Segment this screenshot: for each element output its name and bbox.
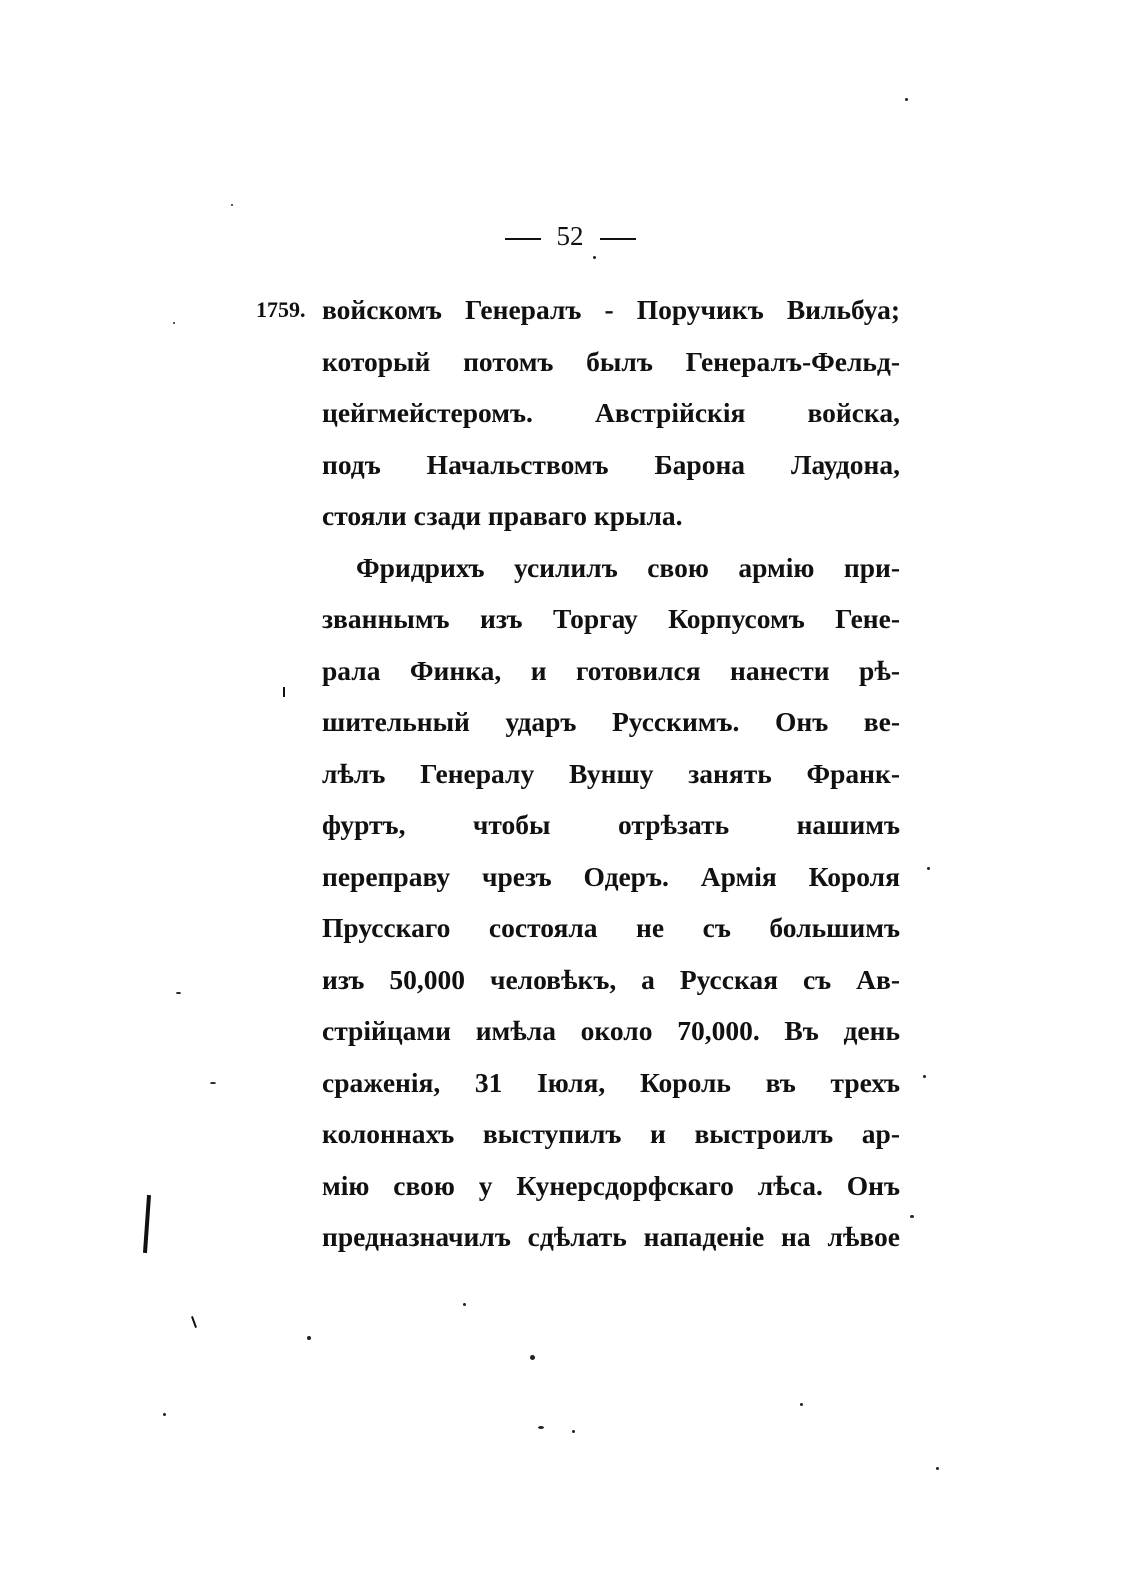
scan-speck (572, 1430, 575, 1433)
text-line: сраженія, 31 Іюля, Король въ трехъ (322, 1066, 900, 1098)
text-line: стояли сзади праваго крыла. (322, 500, 683, 531)
scan-speck (538, 1426, 544, 1429)
text-line: подъ Начальствомъ Барона Лаудона, (322, 448, 900, 480)
text-line: стрійцами имѣла около 70,000. Въ день (322, 1015, 900, 1046)
page-number: 52 (556, 221, 584, 251)
text-line: фуртъ, чтобы отрѣзать нашимъ (322, 809, 900, 840)
scan-speck (593, 256, 596, 259)
scan-speck (463, 1303, 466, 1306)
scan-mark (283, 687, 285, 697)
text-line: Прусскаго состояла не съ большимъ (322, 912, 900, 943)
header-dash-left (505, 238, 541, 240)
scan-speck (210, 1082, 216, 1084)
text-line: мію свою у Кунерсдорфскаго лѣса. Онъ (322, 1169, 900, 1201)
text-line: Фридрихъ усилилъ свою армію при- (356, 551, 900, 583)
scan-speck (307, 1336, 311, 1340)
scan-speck (173, 322, 175, 324)
body-text (322, 288, 900, 1267)
scan-speck (163, 1413, 166, 1416)
page-header (0, 216, 1140, 256)
scan-mark (143, 1195, 151, 1253)
text-line: лѣлъ Генералу Вуншу занять Франк- (322, 757, 900, 789)
text-line: званнымъ изъ Торгау Корпусомъ Гене- (322, 603, 900, 634)
margin-year: 1759. (256, 297, 306, 322)
text-line: который потомъ былъ Генералъ-Фельд- (322, 345, 900, 377)
scan-speck (231, 204, 233, 206)
text-line: цейгмейстеромъ. Австрійскія войска, (322, 397, 900, 428)
scan-mark (191, 1316, 197, 1328)
text-line: войскомъ Генералъ - Поручикъ Вильбуа; (322, 294, 900, 325)
text-line: переправу чрезъ Одеръ. Армія Короля (322, 860, 900, 892)
scan-speck (176, 992, 181, 994)
text-line: предназначилъ сдѣлать нападеніе на лѣвое (322, 1221, 900, 1252)
scan-speck (910, 1215, 914, 1218)
scan-speck (927, 867, 930, 870)
text-line: рала Финка, и готовился нанести рѣ- (322, 654, 900, 686)
text-line: шительный ударъ Русскимъ. Онъ ве- (322, 706, 900, 737)
scan-speck (923, 1075, 926, 1078)
scan-speck (530, 1355, 535, 1360)
scan-speck (905, 98, 908, 101)
text-line: изъ 50,000 человѣкъ, а Русская съ Ав- (322, 963, 900, 995)
scan-speck (936, 1467, 939, 1470)
text-line: колоннахъ выступилъ и выстроилъ ар- (322, 1118, 900, 1149)
header-dash-right (600, 238, 636, 240)
scan-speck (800, 1403, 803, 1406)
